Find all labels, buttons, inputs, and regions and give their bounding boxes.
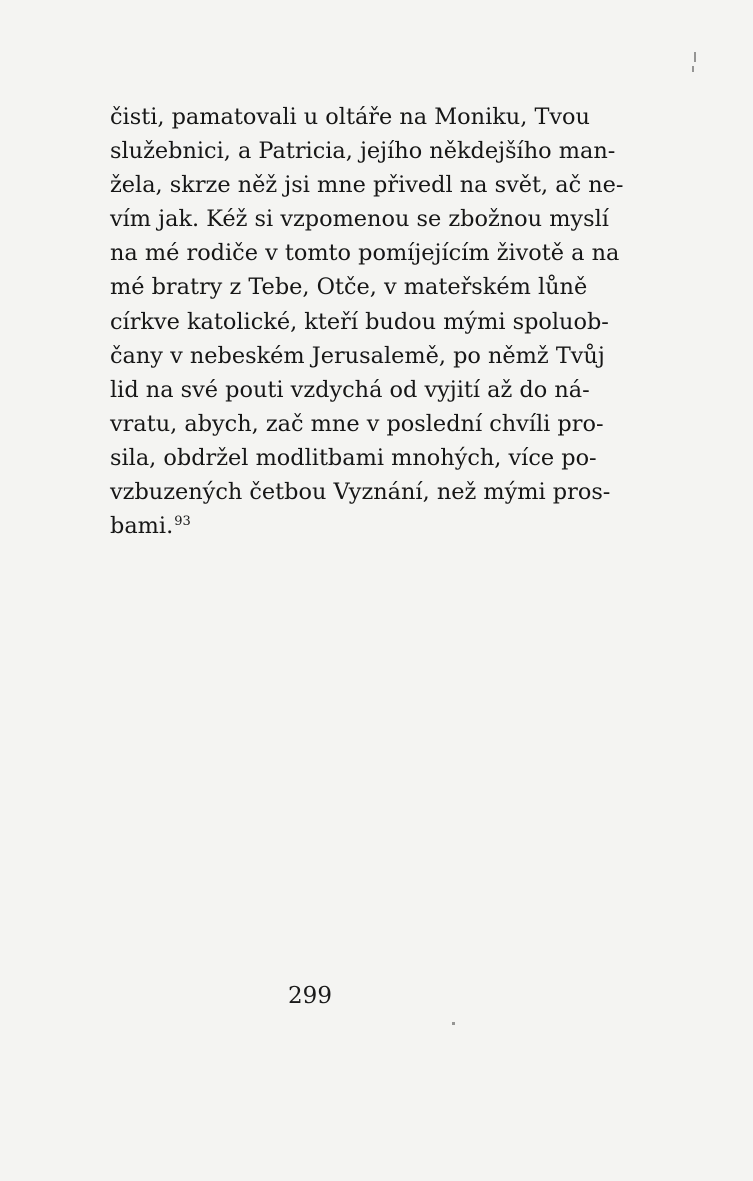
text-line: lid na své pouti vzdychá od vyjití až do ná-	[110, 376, 590, 403]
scan-speck	[692, 66, 694, 72]
text-line: čany v nebeském Jerusalemě, po němž Tvůj	[110, 342, 605, 369]
text-line: služebnici, a Patricia, jejího někdejšího man-	[110, 138, 616, 165]
text-line: sila, obdržel modlitbami mnohých, více po-	[110, 444, 597, 471]
page-number: 299	[288, 983, 332, 1009]
text-line: čisti, pamatovali u oltáře na Moniku, Tvou	[110, 104, 590, 130]
text-line: vím jak. Kéž si vzpomenou se zbožnou myslí	[110, 206, 609, 233]
last-line-text: bami.	[110, 513, 174, 540]
text-line: vratu, abych, zač mne v poslední chvíli pro-	[110, 410, 604, 437]
text-line: na mé rodiče v tomto pomíjejícím životě a na	[110, 240, 620, 267]
scan-speck	[694, 52, 696, 62]
text-line: mé bratry z Tebe, Otče, v mateřském lůně	[110, 274, 588, 301]
scan-speck	[452, 1022, 455, 1025]
body-text	[110, 100, 624, 543]
text-line: vzbuzených četbou Vyznání, než mými pros-	[110, 479, 611, 506]
text-line: žela, skrze něž jsi mne přivedl na svět, ač ne-	[110, 172, 624, 199]
text-line-last	[110, 509, 570, 543]
footnote-marker: 93	[174, 514, 191, 530]
text-line: církve katolické, kteří budou mými spoluob-	[110, 308, 609, 335]
